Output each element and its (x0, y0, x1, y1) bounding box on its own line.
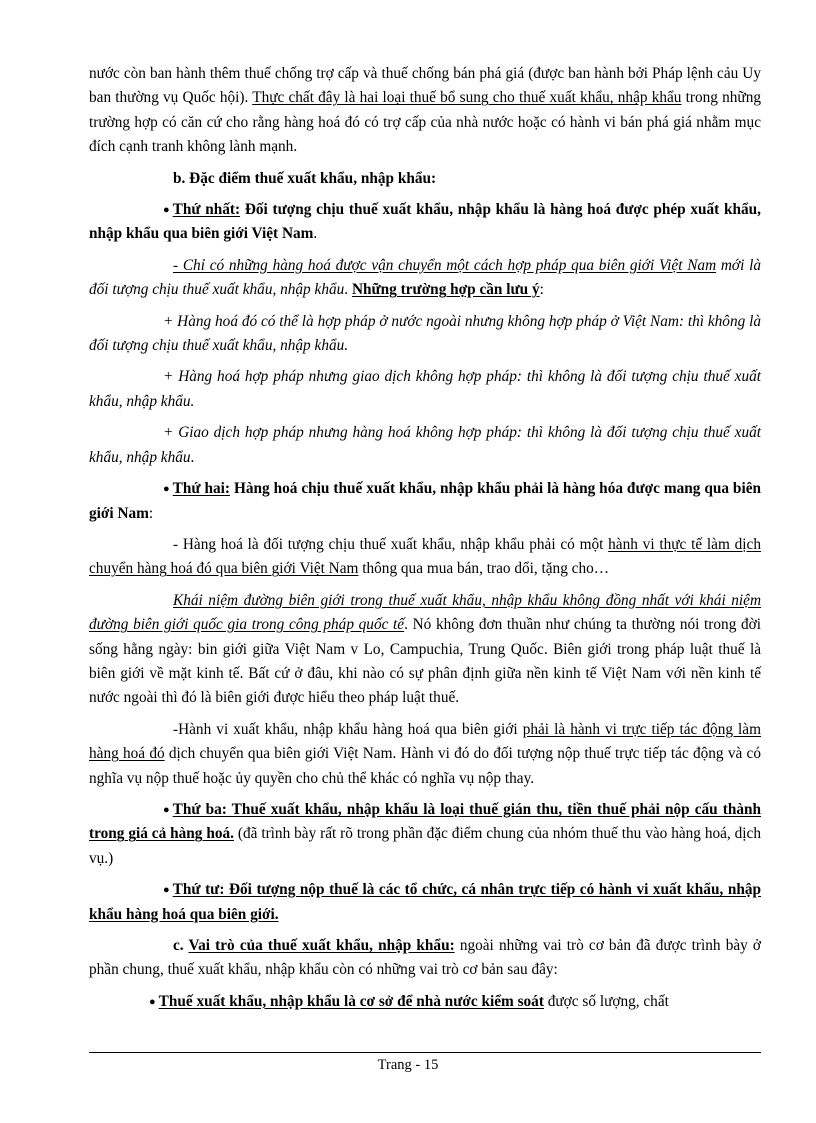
paragraph-physical-movement: - Hàng hoá là đối tượng chịu thuế xuất khẩu, nhập khẩu phải có một hành vi thực tế làm dịch chuyển hàng hoá đó qua biên giới Việt Nam thông qua mua bán, trao dổi, tặng cho… (89, 535, 761, 578)
bullet-icon: ● (163, 204, 170, 217)
paragraph-intro: nước còn ban hành thêm thuế chống trợ cấp và thuế chống bán phá giá (được ban hành bởi Pháp lệnh cảu Uy ban thường vụ Quốc hội). Thực chất đây là hai loại thuế bổ sung cho thuế xuất khẩu, nhập khẩu trong những trường hợp có căn cứ cho rằng hàng hoá đó có trợ cấp của nhà nước hoặc có hành vi bán phá giá nhằm mục đích cạnh tranh không lành mạnh. (89, 65, 761, 156)
bullet-icon: ● (163, 803, 170, 816)
bullet-icon: ● (149, 995, 156, 1008)
paragraph-legal-goods: - Chỉ có những hàng hoá được vận chuyển một cách hợp pháp qua biên giới Việt Nam mới là đối tượng chịu thuế xuất khẩu, nhập khẩu. Những trường hợp cần lưu ý: (89, 256, 761, 299)
case-2: + Hàng hoá hợp pháp nhưng giao dịch không hợp pháp: thì không là đối tượng chịu thuế xuất khẩu, nhập khẩu. (89, 368, 761, 410)
role-first: ● Thuế xuất khẩu, nhập khẩu là cơ sở để nhà nước kiểm soát được số lượng, chất (89, 990, 761, 1014)
page-number: Trang - 15 (377, 1057, 439, 1073)
case-3: + Giao dịch hợp pháp nhưng hàng hoá không hợp pháp: thì không là đối tượng chịu thuế xuất khẩu, nhập khẩu. (89, 424, 761, 466)
footer-divider (89, 1052, 761, 1053)
bullet-icon: ● (163, 483, 170, 496)
page-body (89, 62, 761, 1014)
point-fourth: ● Thứ tư: Đối tượng nộp thuế là các tổ chức, cá nhân trực tiếp có hành vi xuất khẩu, nhập khẩu hàng hoá qua biên giới. (89, 878, 761, 927)
section-heading-c: c. Vai trò của thuế xuất khẩu, nhập khẩu: ngoài những vai trò cơ bản đã được trình bày ở phần chung, thuế xuất khẩu, nhập khẩu còn có những vai trò cơ bản sau đây: (89, 937, 762, 979)
paragraph-border-concept: Khái niệm đường biên giới trong thuế xuất khẩu, nhập khẩu không đồng nhất với khái niệm đường biên giới quốc gia trong công pháp quốc tế. Nó không đơn thuần như chúng ta thường nói trong đời sống hằng ngày: bin giới giữa Việt Nam v Lo, Campuchia, Trung Quốc. Biên giới trong pháp luật thuế là biên giới về mặt kinh tế. Bất cứ ở đâu, khi nào có sự phân định giữa nền kinh tế Việt Nam với nền kinh tế nước ngoài thì đó là biên giới được hiểu theo pháp luật thuế. (89, 591, 762, 707)
point-first: ● Thứ nhất: Đối tượng chịu thuế xuất khẩu, nhập khẩu là hàng hoá được phép xuất khẩu, nhập khẩu qua biên giới Việt Nam. (89, 198, 761, 247)
point-second: ● Thứ hai: Hàng hoá chịu thuế xuất khẩu, nhập khẩu phải là hàng hóa được mang qua biên giới Nam: (89, 477, 761, 526)
point-third: ● Thứ ba: Thuế xuất khẩu, nhập khẩu là loại thuế gián thu, tiền thuế phải nộp cấu thành trong giá cả hàng hoá. (đã trình bày rất rõ trong phần đặc điểm chung của nhóm thuế thu vào hàng hoá, dịch vụ.) (89, 798, 761, 871)
case-1: + Hàng hoá đó có thể là hợp pháp ở nước ngoài nhưng không hợp pháp ở Việt Nam: thì không là đối tượng chịu thuế xuất khẩu, nhập khẩu. (89, 312, 761, 355)
underlined-phrase: Thực chất đây là hai loại thuế bổ sung cho thuế xuất khẩu, nhập khẩu (252, 89, 682, 107)
section-heading-b: b. Đặc điểm thuế xuất khẩu, nhập khẩu: (173, 169, 437, 187)
paragraph-direct-action: -Hành vi xuất khẩu, nhập khẩu hàng hoá qua biên giới phải là hành vi trực tiếp tác động làm hàng hoá đó dịch chuyển qua biên giới Việt Nam. Hành vi đó do đối tượng nộp thuế trực tiếp tác động và có nghĩa vụ nộp thuế hoặc ủy quyền cho chủ thể khác có nghĩa vụ nộp thay. (89, 720, 761, 787)
bullet-icon: ● (163, 884, 170, 897)
